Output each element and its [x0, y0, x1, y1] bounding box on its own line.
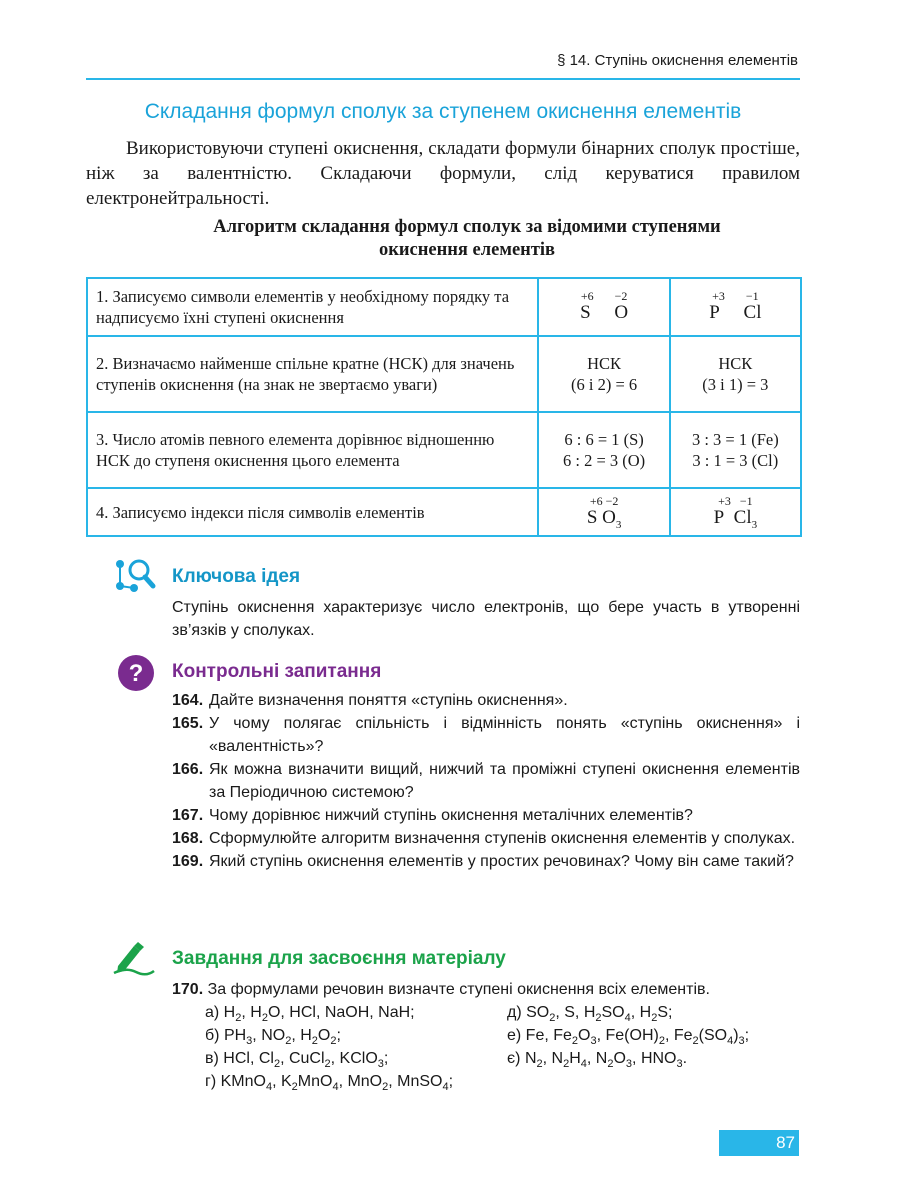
formula-item-d: д) $SO_2$, S, $H_2SO_4$, $H_2S$;	[507, 1004, 673, 1025]
question-text: Дайте визначення поняття «ступінь окиснення».	[209, 692, 568, 709]
oxidation-state: −2	[605, 494, 619, 508]
task-number: 170.	[172, 981, 204, 998]
oxidation-state: +6	[580, 289, 594, 303]
formula-item-e: е) Fe, $Fe_2O_3$, $Fe(OH)_2$, $Fe_2(SO_4)_3$;	[507, 1027, 750, 1048]
lcm-label: НСК	[587, 354, 622, 373]
formula-item-a: а) $H_2$, $H_2O$, HCl, NaOH, NaH;	[205, 1004, 415, 1025]
formula-item-ye: є) $N_2$, $N_2H_4$, $N_2O_3$, $HNO_3$.	[507, 1050, 688, 1071]
key-idea-text: Ступінь окиснення характеризує число електронів, що бере участь в утворенні зв’язків у сполуках.	[172, 599, 800, 639]
element-symbol: S	[586, 507, 598, 528]
table-row	[87, 278, 801, 336]
ratio-line: 3 : 1 = 3 (Cl)	[692, 451, 779, 470]
element-symbol: S	[580, 302, 591, 323]
question-text: Сформулюйте алгоритм визначення ступенів окиснення елементів у сполуках.	[209, 830, 796, 847]
step-cell: 3. Число атомів певного елемента дорівнює відношенню НСК до ступеня окиснення цього елемента	[87, 412, 538, 488]
lcm-value: (6 і 2) = 6	[571, 375, 638, 394]
step-cell: 2. Визначаємо найменше спільне кратне (НСК) для значень ступенів окиснення (на знак не звертаємо уваги)	[87, 336, 538, 412]
question-mark-icon	[117, 654, 155, 692]
question-text: Чому дорівнює нижчий ступінь окиснення металічних елементів?	[209, 807, 693, 824]
algorithm-title-line1: Алгоритм складання формул сполук за відомими ступенями	[213, 217, 721, 237]
oxidation-state: −2	[614, 289, 628, 303]
tasks-title: Завдання для засвоєння матеріалу	[172, 948, 506, 969]
question-number: 166.	[172, 761, 204, 778]
task-170	[172, 978, 800, 1001]
question-number: 165.	[172, 715, 204, 732]
algorithm-title-line2: окиснення елементів	[378, 240, 556, 260]
ratio-line: 6 : 6 = 1 (S)	[564, 430, 644, 449]
example-cell	[538, 336, 669, 412]
section-title: Складання формул сполук за ступенем окиснення елементів	[144, 100, 742, 123]
formula-row	[205, 1024, 805, 1047]
task-text: За формулами речовин визначте ступені окиснення всіх елементів.	[207, 981, 710, 998]
element-symbol: Cl	[743, 302, 762, 323]
table-row	[87, 336, 801, 412]
lcm-value: (3 і 1) = 3	[702, 375, 769, 394]
list-item	[172, 689, 800, 712]
algorithm-table	[86, 277, 802, 537]
header-text: § 14. Ступінь окиснення елементів	[557, 52, 798, 69]
question-number: 164.	[172, 692, 204, 709]
oxidation-state: −1	[745, 289, 759, 303]
intro-paragraph: Використовуючи ступені окиснення, складати формули бінарних сполук простіше, ніж за валентністю. Складаючи формули, слід керуватися правилом електронейтральності.	[86, 138, 800, 209]
list-item	[172, 804, 800, 827]
ratio-line: 3 : 3 = 1 (Fe)	[691, 430, 779, 449]
element-symbol: P	[709, 302, 720, 323]
task-formulas	[205, 1001, 805, 1093]
table-row	[87, 488, 801, 536]
formula-row	[205, 1001, 805, 1024]
example-cell	[670, 278, 801, 336]
questions-title: Контрольні запитання	[172, 661, 382, 682]
example-cell	[670, 412, 801, 488]
step-cell: 4. Записуємо індекси після символів елементів	[87, 488, 538, 536]
element-symbol: O	[614, 302, 629, 323]
formula-index: 3	[615, 518, 622, 531]
key-idea-title: Ключова ідея	[172, 566, 301, 587]
formula-index: 3	[751, 518, 758, 531]
oxidation-state: +3	[712, 289, 725, 303]
formula-row	[205, 1070, 805, 1093]
element-symbol: Cl	[733, 507, 752, 528]
list-item	[172, 850, 800, 873]
pencil-ruler-icon	[112, 942, 156, 976]
question-text: Який ступінь окиснення елементів у простих речовинах? Чому він саме такий?	[209, 853, 794, 870]
example-cell	[538, 412, 669, 488]
oxidation-state: −1	[739, 494, 753, 508]
question-text: У чому полягає спільність і відмінність понять «ступінь окиснення» і «валентність»?	[209, 715, 800, 755]
example-cell	[538, 488, 669, 536]
formula-row	[205, 1047, 805, 1070]
algorithm-title	[110, 216, 824, 262]
oxidation-state: +3	[718, 494, 731, 508]
question-number: 169.	[172, 853, 204, 870]
running-header	[86, 48, 800, 80]
oxidation-state: +6	[589, 494, 603, 508]
example-cell	[670, 336, 801, 412]
step-cell: 1. Записуємо символи елементів у необхідному порядку та надписуємо їхні ступені окиснення	[87, 278, 538, 336]
element-symbol: O	[602, 507, 616, 528]
svg-text:?: ?	[128, 660, 144, 687]
network-magnifier-icon	[112, 556, 158, 596]
example-cell	[538, 278, 669, 336]
page-number: 87	[719, 1130, 799, 1156]
questions-list	[172, 689, 800, 873]
question-number: 167.	[172, 807, 204, 824]
lcm-label: НСК	[718, 354, 753, 373]
table-row	[87, 412, 801, 488]
question-text: Як можна визначити вищий, нижчий та проміжні ступені окиснення елементів за Періодичною системою?	[209, 761, 800, 801]
formula-item-g: г) KMnO$_4$, $K_2MnO_4$, MnO$_2$, MnSO$_4$;	[205, 1073, 454, 1094]
list-item	[172, 712, 800, 758]
ratio-line: 6 : 2 = 3 (O)	[563, 451, 646, 470]
list-item	[172, 758, 800, 804]
example-cell	[670, 488, 801, 536]
formula-item-b: б) $PH_3$, $NO_2$, $H_2O_2$;	[205, 1027, 341, 1048]
element-symbol: P	[713, 507, 725, 528]
question-number: 168.	[172, 830, 204, 847]
list-item	[172, 827, 800, 850]
formula-item-v: в) HCl, $Cl_2$, CuCl$_2$, KClO$_3$;	[205, 1050, 389, 1071]
